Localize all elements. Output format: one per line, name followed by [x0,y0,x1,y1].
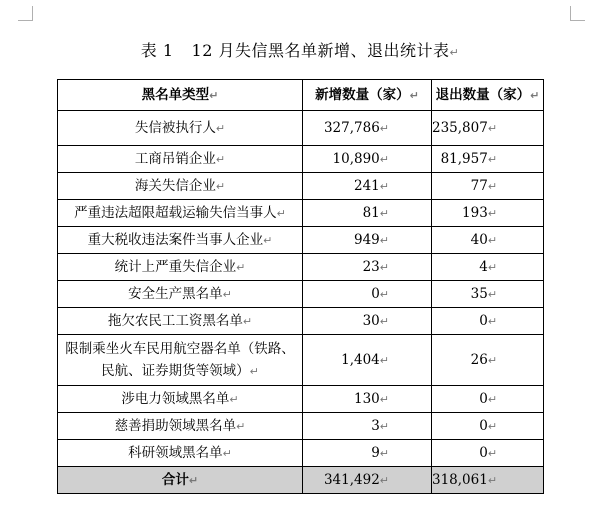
row-removed: 235,807↵ [432,111,544,146]
row-added: 30↵ [303,308,432,335]
row-added: 327,786↵ [303,111,432,146]
row-removed: 35↵ [432,281,544,308]
table-row [58,308,544,335]
row-added: 3↵ [303,413,432,440]
table-row [58,227,544,254]
table-row [58,200,544,227]
row-added: 10,890↵ [303,146,432,173]
row-type: 严重违法超限超载运输失信当事人↵ [58,200,303,227]
row-type: 海关失信企业↵ [58,173,303,200]
caption-number: 表 1 [140,41,174,60]
header-type: 黑名单类型↵ [58,80,303,111]
header-removed: 退出数量（家）↵ [432,80,544,111]
row-type: 安全生产黑名单↵ [58,281,303,308]
table-row [58,111,544,146]
row-removed: 77↵ [432,173,544,200]
row-removed: 26↵ [432,335,544,386]
table-row [58,413,544,440]
table-row [58,146,544,173]
row-removed: 0↵ [432,386,544,413]
blacklist-stats-table [57,79,544,494]
total-added: 341,492↵ [303,467,432,494]
row-type: 失信被执行人↵ [58,111,303,146]
row-added: 9↵ [303,440,432,467]
table-row [58,254,544,281]
total-row [58,467,544,494]
row-added: 241↵ [303,173,432,200]
table-row [58,281,544,308]
row-added: 130↵ [303,386,432,413]
header-added: 新增数量（家）↵ [303,80,432,111]
row-type: 限制乘坐火车民用航空器名单（铁路、民航、证券期货等领域）↵ [58,335,303,386]
row-removed: 0↵ [432,308,544,335]
row-type: 涉电力领域黑名单↵ [58,386,303,413]
page-corner-mark-top-left [18,6,33,21]
table-row [58,440,544,467]
table-row [58,173,544,200]
row-removed: 0↵ [432,413,544,440]
row-type: 拖欠农民工工资黑名单↵ [58,308,303,335]
row-removed: 193↵ [432,200,544,227]
caption-text: 12 月失信黑名单新增、退出统计表 [191,41,450,60]
total-removed: 318,061↵ [432,467,544,494]
row-added: 23↵ [303,254,432,281]
row-added: 1,404↵ [303,335,432,386]
page-corner-mark-top-right [570,6,585,21]
table-row [58,335,544,386]
row-type: 重大税收违法案件当事人企业↵ [58,227,303,254]
row-removed: 81,957↵ [432,146,544,173]
table-row [58,386,544,413]
header-row [58,80,544,111]
row-removed: 4↵ [432,254,544,281]
paragraph-mark: ↵ [449,46,460,59]
table-caption [0,38,600,61]
row-added: 81↵ [303,200,432,227]
row-removed: 0↵ [432,440,544,467]
row-type: 工商吊销企业↵ [58,146,303,173]
row-removed: 40↵ [432,227,544,254]
total-label: 合计↵ [58,467,303,494]
row-type: 科研领域黑名单↵ [58,440,303,467]
row-added: 949↵ [303,227,432,254]
row-type: 统计上严重失信企业↵ [58,254,303,281]
row-added: 0↵ [303,281,432,308]
row-type: 慈善捐助领域黑名单↵ [58,413,303,440]
